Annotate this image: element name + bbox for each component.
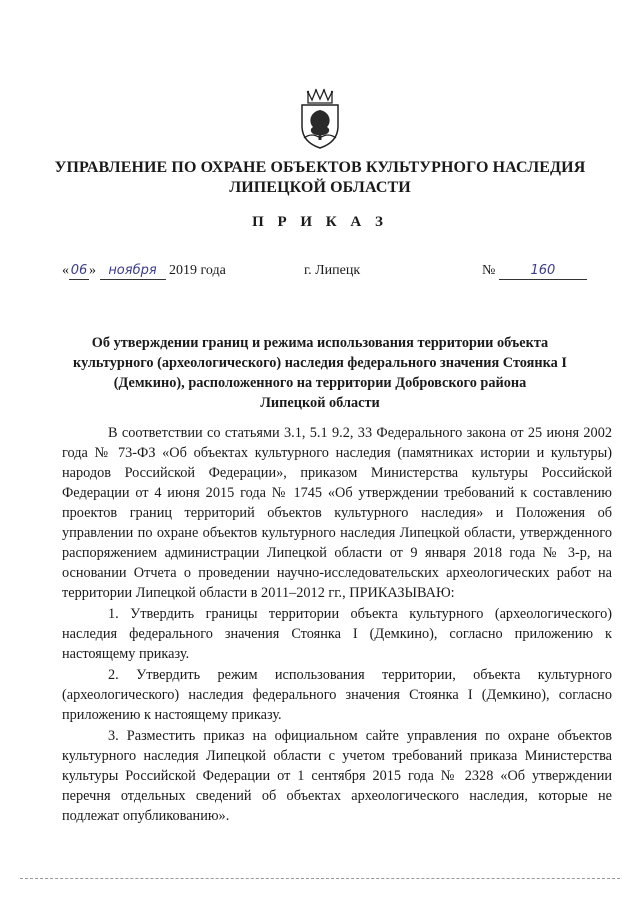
organization-title-line1: УПРАВЛЕНИЕ ПО ОХРАНЕ ОБЪЕКТОВ КУЛЬТУРНОГО НАСЛЕДИЯ (54, 159, 586, 176)
document-city: г. Липецк (304, 263, 361, 278)
document-meta (62, 263, 610, 287)
date-open-quote: « (62, 263, 69, 278)
body-item-3: 3. Разместить приказ на официальном сайте управления по охране объектов культурного наследия Липецкой области с учетом требований приказа Министерства культуры Российской Федерации от 1 сентября 2015 года № 2328 «Об утверждении перечня отдельных сведений об объектах археологического наследия, которые не подлежат опубликованию». (62, 728, 612, 824)
document-type: П Р И К А З (252, 214, 388, 230)
date-month: ноября (100, 263, 166, 280)
page-bottom-divider (20, 878, 620, 879)
body-preamble: В соответствии со статьями 3.1, 5.1 9.2, 33 Федерального закона от 25 июня 2002 года № 73-ФЗ «Об объектах культурного наследия (памятниках истории и культуры) народов Российской Федерации», приказом Министерства культуры Российской Федерации от 4 июня 2015 года № 1745 «Об утверждении требований к составлению проектов границ территорий объектов культурного наследия» и Положения об управлении по охране объектов культурного наследия Липецкой области, утвержденного распоряжением администрации Липецкой области от 9 января 2018 года № 3-р, на основании Отчета о проведении научно-исследовательских археологических работ на территории Липецкой области в 2011–2012 гг., ПРИКАЗЫВАЮ: (62, 425, 612, 601)
document-date (62, 263, 226, 280)
date-year: 2019 года (169, 263, 226, 278)
number-label: № (482, 263, 496, 278)
organization-title (40, 158, 600, 198)
organization-title-line2: ЛИПЕЦКОЙ ОБЛАСТИ (229, 179, 411, 196)
subject-line4: Липецкой области (260, 395, 380, 411)
document-number (482, 263, 587, 280)
number-value: 160 (499, 263, 587, 280)
document-subject (50, 333, 590, 413)
coat-of-arms-icon (294, 88, 346, 150)
document-body (62, 423, 612, 826)
subject-line1: Об утверждении границ и режима использования территории объекта (91, 335, 549, 351)
body-item-2: 2. Утвердить режим использования территории, объекта культурного (археологического) наследия федерального значения Стоянка I (Демкино), согласно приложению к настоящему приказу. (62, 667, 612, 723)
date-day: 06 (70, 263, 88, 278)
subject-line2: культурного (археологического) наследия федерального значения Стоянка I (73, 355, 567, 371)
body-item-1: 1. Утвердить границы территории объекта культурного (археологического) наследия федерального значения Стоянка I (Демкино), согласно приложению к настоящему приказу. (62, 606, 612, 662)
subject-line3: (Демкино), расположенного на территории Добровского района (113, 375, 527, 391)
date-close-quote: » (89, 263, 96, 278)
